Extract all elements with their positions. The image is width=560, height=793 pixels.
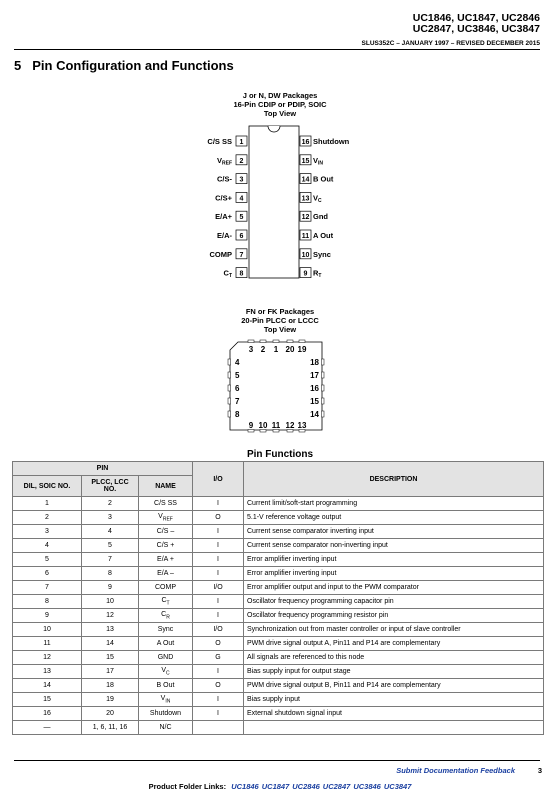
- dip-pin-name-text: C/S-: [217, 174, 232, 184]
- dip-pin-name-subscript: T: [228, 273, 232, 280]
- dip-pin-number-text: 14: [301, 176, 310, 184]
- pin-functions-title: Pin Functions: [246, 449, 314, 460]
- plcc-pin-number-text: 18: [310, 358, 319, 367]
- cell-name: [139, 497, 193, 511]
- cell-io: I/O: [193, 581, 244, 595]
- cell-name: [139, 553, 193, 567]
- table-row: [13, 651, 544, 665]
- pin-name: V: [158, 512, 163, 520]
- cell-dil: 16: [13, 707, 82, 721]
- plcc-header: PLCC, LCC NO.: [82, 476, 139, 497]
- dip-pin-name-text: C/S SS: [207, 137, 232, 146]
- product-folder-label: Product Folder Links:: [148, 782, 227, 791]
- table-row: [13, 595, 544, 609]
- dip-pin-name-subscript: IN: [318, 160, 324, 167]
- dip-pin-number-text: 8: [239, 270, 244, 278]
- cell-io: I: [193, 497, 244, 511]
- cell-io: I/O: [193, 623, 244, 637]
- plcc-pin-left-lead: [228, 411, 231, 417]
- plcc-pin-number: [261, 345, 266, 354]
- cell-io: O: [193, 511, 244, 525]
- product-link[interactable]: UC3846: [353, 782, 381, 791]
- plcc-pin-number: [310, 397, 319, 406]
- cell-dil: 1: [13, 497, 82, 511]
- pin-name: C/S –: [156, 528, 175, 535]
- plcc-pin-number-text: 17: [310, 371, 319, 380]
- header-parts-line1: UC1846, UC1847, UC2846: [412, 12, 540, 24]
- cell-io: I: [193, 525, 244, 539]
- plcc-pin-number-text: 10: [258, 421, 268, 430]
- cell-name: [139, 651, 193, 665]
- pin-name: C/S SS: [154, 500, 177, 507]
- cell-name: [139, 511, 193, 525]
- cell-plcc: 3: [82, 511, 139, 525]
- plcc-pin-number-text: 5: [235, 371, 240, 380]
- cell-description: [244, 721, 544, 735]
- cell-dil: 15: [13, 693, 82, 707]
- cell-io: I: [193, 553, 244, 567]
- dip-pin-name-text: A Out: [313, 231, 334, 240]
- cell-dil: 2: [13, 511, 82, 525]
- plcc-pin-right-lead: [322, 359, 325, 365]
- table-row: [13, 567, 544, 581]
- plcc-pin-number-text: 6: [235, 384, 240, 393]
- cell-io: I: [193, 567, 244, 581]
- plcc-pin-number-text: 3: [248, 345, 254, 354]
- section-title-text: Pin Configuration and Functions: [32, 58, 234, 73]
- dip-pin-number-text: 12: [301, 214, 310, 222]
- cell-io: I: [193, 609, 244, 623]
- cell-description: Error amplifier output and input to the PWM comparator: [244, 581, 544, 595]
- cell-dil: 7: [13, 581, 82, 595]
- pin-name: C: [161, 610, 167, 618]
- product-link[interactable]: UC1846: [231, 782, 259, 791]
- cell-plcc: 10: [82, 595, 139, 609]
- plcc-pin-number-text: 16: [310, 384, 319, 393]
- dip-caption-line2: 16-Pin CDIP or PDIP, SOIC: [233, 100, 327, 109]
- pin-header: PIN: [13, 462, 193, 476]
- plcc-pin-number: [298, 345, 307, 354]
- cell-dil: 10: [13, 623, 82, 637]
- cell-dil: 3: [13, 525, 82, 539]
- dip-pin-number-text: 15: [301, 157, 310, 165]
- cell-dil: 9: [13, 609, 82, 623]
- plcc-pin-number: [310, 384, 319, 393]
- dip-pin-name-text: V: [313, 193, 319, 203]
- table-row: [13, 665, 544, 679]
- plcc-pin-number: [310, 358, 319, 367]
- name-header: NAME: [139, 476, 193, 497]
- dip-pin-name-text: Shutdown: [313, 137, 350, 146]
- cell-description: PWM drive signal output B, Pin11 and P14 are complementary: [244, 679, 544, 693]
- plcc-pin-number-text: 7: [235, 397, 240, 406]
- plcc-pin-number-text: 11: [271, 421, 281, 430]
- table-row: [13, 637, 544, 651]
- plcc-pin-top-lead: [248, 340, 254, 343]
- dip-pin-name-text: Gnd: [313, 212, 328, 222]
- cell-name: [139, 679, 193, 693]
- plcc-pin-top-lead: [287, 340, 293, 343]
- dip-pin-number-text: 11: [301, 233, 310, 240]
- dip-pin-number-text: 3: [239, 176, 244, 184]
- cell-plcc: 19: [82, 693, 139, 707]
- io-header: I/O: [193, 462, 244, 497]
- pin-name: V: [161, 666, 167, 674]
- dip-pin-name-text: V: [216, 155, 222, 165]
- dip-pin-name-subscript: REF: [222, 160, 232, 167]
- dip-pin-number-text: 10: [301, 251, 310, 259]
- dip-pin-name-subscript: T: [318, 273, 322, 280]
- plcc-pin-number: [235, 410, 240, 419]
- pin-name: GND: [157, 654, 174, 661]
- table-row: [13, 707, 544, 721]
- dip-pin-name-text: C: [223, 268, 229, 278]
- cell-description: Current sense comparator non-inverting input: [244, 539, 544, 553]
- product-link[interactable]: UC3847: [383, 782, 412, 791]
- cell-name: [139, 721, 193, 735]
- product-link[interactable]: UC1847: [261, 782, 290, 791]
- dip-pin-name-text: B Out: [313, 174, 334, 184]
- plcc-pin-number: [298, 421, 307, 430]
- cell-description: Synchronization out from master controller or input of slave controller: [244, 623, 544, 637]
- cell-io: O: [193, 637, 244, 651]
- pin-name: N/C: [159, 724, 172, 731]
- cell-dil: 8: [13, 595, 82, 609]
- cell-description: Bias supply input for output stage: [244, 665, 544, 679]
- plcc-pin-number-text: 8: [235, 410, 240, 419]
- dip-pin-name-text: E/A+: [215, 212, 232, 222]
- plcc-pin-number-text: 14: [310, 410, 319, 419]
- plcc-pin-right-lead: [322, 372, 325, 378]
- cell-description: Oscillator frequency programming resistor pin: [244, 609, 544, 623]
- table-row: [13, 679, 544, 693]
- plcc-pin-number: [310, 371, 319, 380]
- dil-header: DIL, SOIC NO.: [13, 476, 82, 497]
- cell-dil: 6: [13, 567, 82, 581]
- pin-functions-table: [12, 461, 544, 735]
- plcc-pin-top-lead: [260, 340, 266, 343]
- cell-plcc: 17: [82, 665, 139, 679]
- cell-description: Bias supply input: [244, 693, 544, 707]
- dip-caption-line1: J or N, DW Packages: [242, 91, 318, 100]
- cell-plcc: 18: [82, 679, 139, 693]
- plcc-body: [230, 342, 322, 430]
- cell-plcc: 9: [82, 581, 139, 595]
- cell-dil: 5: [13, 553, 82, 567]
- plcc-pin-left-lead: [228, 372, 231, 378]
- pin-name: E/A +: [157, 556, 174, 563]
- cell-description: 5.1-V reference voltage output: [244, 511, 544, 525]
- cell-plcc: 14: [82, 637, 139, 651]
- product-folder-links: [0, 782, 560, 791]
- cell-name: [139, 707, 193, 721]
- pin-name-subscript: C: [166, 670, 170, 677]
- description-header: DESCRIPTION: [244, 462, 544, 497]
- cell-description: External shutdown signal input: [244, 707, 544, 721]
- plcc-caption-line1: FN or FK Packages: [245, 307, 315, 316]
- plcc-pin-right-lead: [322, 385, 325, 391]
- dip-pin-name-text: E/A-: [217, 231, 232, 240]
- cell-io: I: [193, 595, 244, 609]
- plcc-pin-number-text: 19: [297, 345, 307, 354]
- plcc-pin-number-text: 12: [285, 421, 295, 430]
- cell-dil: 12: [13, 651, 82, 665]
- pin-name: B Out: [156, 682, 175, 689]
- dip-pin-name-subscript: C: [318, 197, 322, 204]
- header-parts-line2: UC2847, UC3846, UC3847: [412, 23, 540, 35]
- cell-description: Error amplifier inverting input: [244, 567, 544, 581]
- pin-name-subscript: R: [166, 614, 170, 621]
- cell-name: [139, 623, 193, 637]
- cell-name: [139, 637, 193, 651]
- cell-description: Current sense comparator inverting input: [244, 525, 544, 539]
- cell-name: [139, 595, 193, 609]
- cell-description: Oscillator frequency programming capacitor pin: [244, 595, 544, 609]
- plcc-pin-left-lead: [228, 359, 231, 365]
- cell-name: [139, 567, 193, 581]
- dip-pin-number-text: 4: [239, 195, 244, 203]
- cell-description: All signals are referenced to this node: [244, 651, 544, 665]
- table-row: [13, 581, 544, 595]
- plcc-pin-number-text: 13: [297, 421, 307, 430]
- dip-pin-number-text: 9: [303, 270, 308, 278]
- cell-plcc: 2: [82, 497, 139, 511]
- dip-pin-number-text: 16: [301, 139, 310, 146]
- plcc-pin-right-lead: [322, 398, 325, 404]
- plcc-pin-number: [235, 384, 240, 393]
- pin-name-subscript: REF: [162, 516, 173, 523]
- dip-pin-name-text: V: [313, 155, 319, 165]
- pin-name: COMP: [155, 584, 176, 591]
- plcc-pin-number: [249, 345, 254, 354]
- dip-pin-name-text: R: [313, 268, 319, 278]
- cell-plcc: 15: [82, 651, 139, 665]
- plcc-pin-left-lead: [228, 385, 231, 391]
- cell-name: [139, 525, 193, 539]
- cell-description: Current limit/soft-start programming: [244, 497, 544, 511]
- cell-io: I: [193, 665, 244, 679]
- plcc-caption-line3: Top View: [263, 325, 297, 334]
- table-row: [13, 623, 544, 637]
- dip-pin-number-text: 2: [239, 157, 244, 165]
- cell-name: [139, 609, 193, 623]
- cell-io: G: [193, 651, 244, 665]
- dip-pin-number-text: 1: [239, 139, 244, 146]
- cell-description: PWM drive signal output A, Pin11 and P14 are complementary: [244, 637, 544, 651]
- cell-io: I: [193, 707, 244, 721]
- table-row: [13, 497, 544, 511]
- dip-pin-name-text: COMP: [209, 249, 232, 259]
- dip-pin-name-text: Sync: [313, 249, 331, 259]
- plcc-pin-number: [249, 421, 254, 430]
- table-row: [13, 525, 544, 539]
- dip-caption-line3: Top View: [263, 109, 297, 118]
- cell-plcc: 5: [82, 539, 139, 553]
- pin-name: E/A –: [157, 570, 174, 577]
- cell-dil: 11: [13, 637, 82, 651]
- product-link[interactable]: UC2846: [292, 782, 320, 791]
- cell-plcc: 12: [82, 609, 139, 623]
- plcc-pin-number-text: 9: [248, 421, 254, 430]
- plcc-pin-number-text: 15: [310, 397, 319, 406]
- pin-name: Sync: [157, 626, 174, 633]
- plcc-pin-number: [235, 358, 240, 367]
- pin-name: C: [161, 596, 167, 604]
- pin-name: Shutdown: [149, 710, 182, 717]
- cell-description: Error amplifier inverting input: [244, 553, 544, 567]
- plcc-pin-top-lead: [299, 340, 305, 343]
- cell-io: [193, 721, 244, 735]
- plcc-pin-number-text: 1: [273, 345, 279, 354]
- footer-divider: [14, 760, 540, 761]
- page-number: 3: [537, 766, 542, 775]
- table-row: [13, 693, 544, 707]
- cell-name: [139, 539, 193, 553]
- cell-dil: —: [13, 721, 82, 735]
- dip-pin-number-text: 5: [239, 214, 244, 222]
- table-row: [13, 553, 544, 567]
- header-doc-id: SLUS352C – JANUARY 1997 – REVISED DECEMBER 2015: [361, 40, 540, 47]
- cell-io: O: [193, 679, 244, 693]
- table-row: [13, 609, 544, 623]
- pin-name-subscript: IN: [165, 698, 171, 705]
- plcc-pin-number: [272, 421, 281, 430]
- table-row: [13, 539, 544, 553]
- cell-plcc: 7: [82, 553, 139, 567]
- dip-pin-number-text: 7: [239, 251, 244, 259]
- product-link[interactable]: UC2847: [322, 782, 351, 791]
- cell-plcc: 4: [82, 525, 139, 539]
- cell-io: I: [193, 539, 244, 553]
- cell-name: [139, 693, 193, 707]
- dip-pin-number-text: 6: [239, 233, 244, 240]
- cell-dil: 14: [13, 679, 82, 693]
- cell-plcc: 8: [82, 567, 139, 581]
- plcc-pin-left-lead: [228, 398, 231, 404]
- cell-plcc: 1, 6, 11, 16: [82, 721, 139, 735]
- table-row: [13, 721, 544, 735]
- section-number: 5: [14, 58, 22, 73]
- dip-pin-number-text: 13: [301, 195, 310, 203]
- plcc-pin-number: [286, 421, 295, 430]
- plcc-pin-right-lead: [322, 411, 325, 417]
- plcc-pin-number: [235, 371, 240, 380]
- cell-dil: 4: [13, 539, 82, 553]
- cell-name: [139, 581, 193, 595]
- cell-plcc: 20: [82, 707, 139, 721]
- cell-io: I: [193, 693, 244, 707]
- plcc-pin-number: [235, 397, 240, 406]
- plcc-pin-number-text: 20: [285, 345, 295, 354]
- pin-name: A Out: [156, 640, 175, 647]
- feedback-link[interactable]: Submit Documentation Feedback: [396, 766, 515, 775]
- cell-name: [139, 665, 193, 679]
- pin-name: C/S +: [156, 542, 175, 549]
- plcc-pin-number-text: 2: [260, 345, 266, 354]
- dip-pin-name-text: C/S+: [215, 193, 232, 203]
- pin-name: V: [160, 694, 166, 702]
- pin-name-subscript: T: [166, 600, 170, 607]
- plcc-pin-number-text: 4: [235, 358, 240, 367]
- plcc-caption-line2: 20-Pin PLCC or LCCC: [241, 316, 319, 325]
- plcc-pin-top-lead: [273, 340, 279, 343]
- plcc-pin-number: [286, 345, 295, 354]
- plcc-pin-number: [274, 345, 279, 354]
- table-row: [13, 511, 544, 525]
- cell-plcc: 13: [82, 623, 139, 637]
- cell-dil: 13: [13, 665, 82, 679]
- plcc-pin-number: [259, 421, 268, 430]
- plcc-pin-number: [310, 410, 319, 419]
